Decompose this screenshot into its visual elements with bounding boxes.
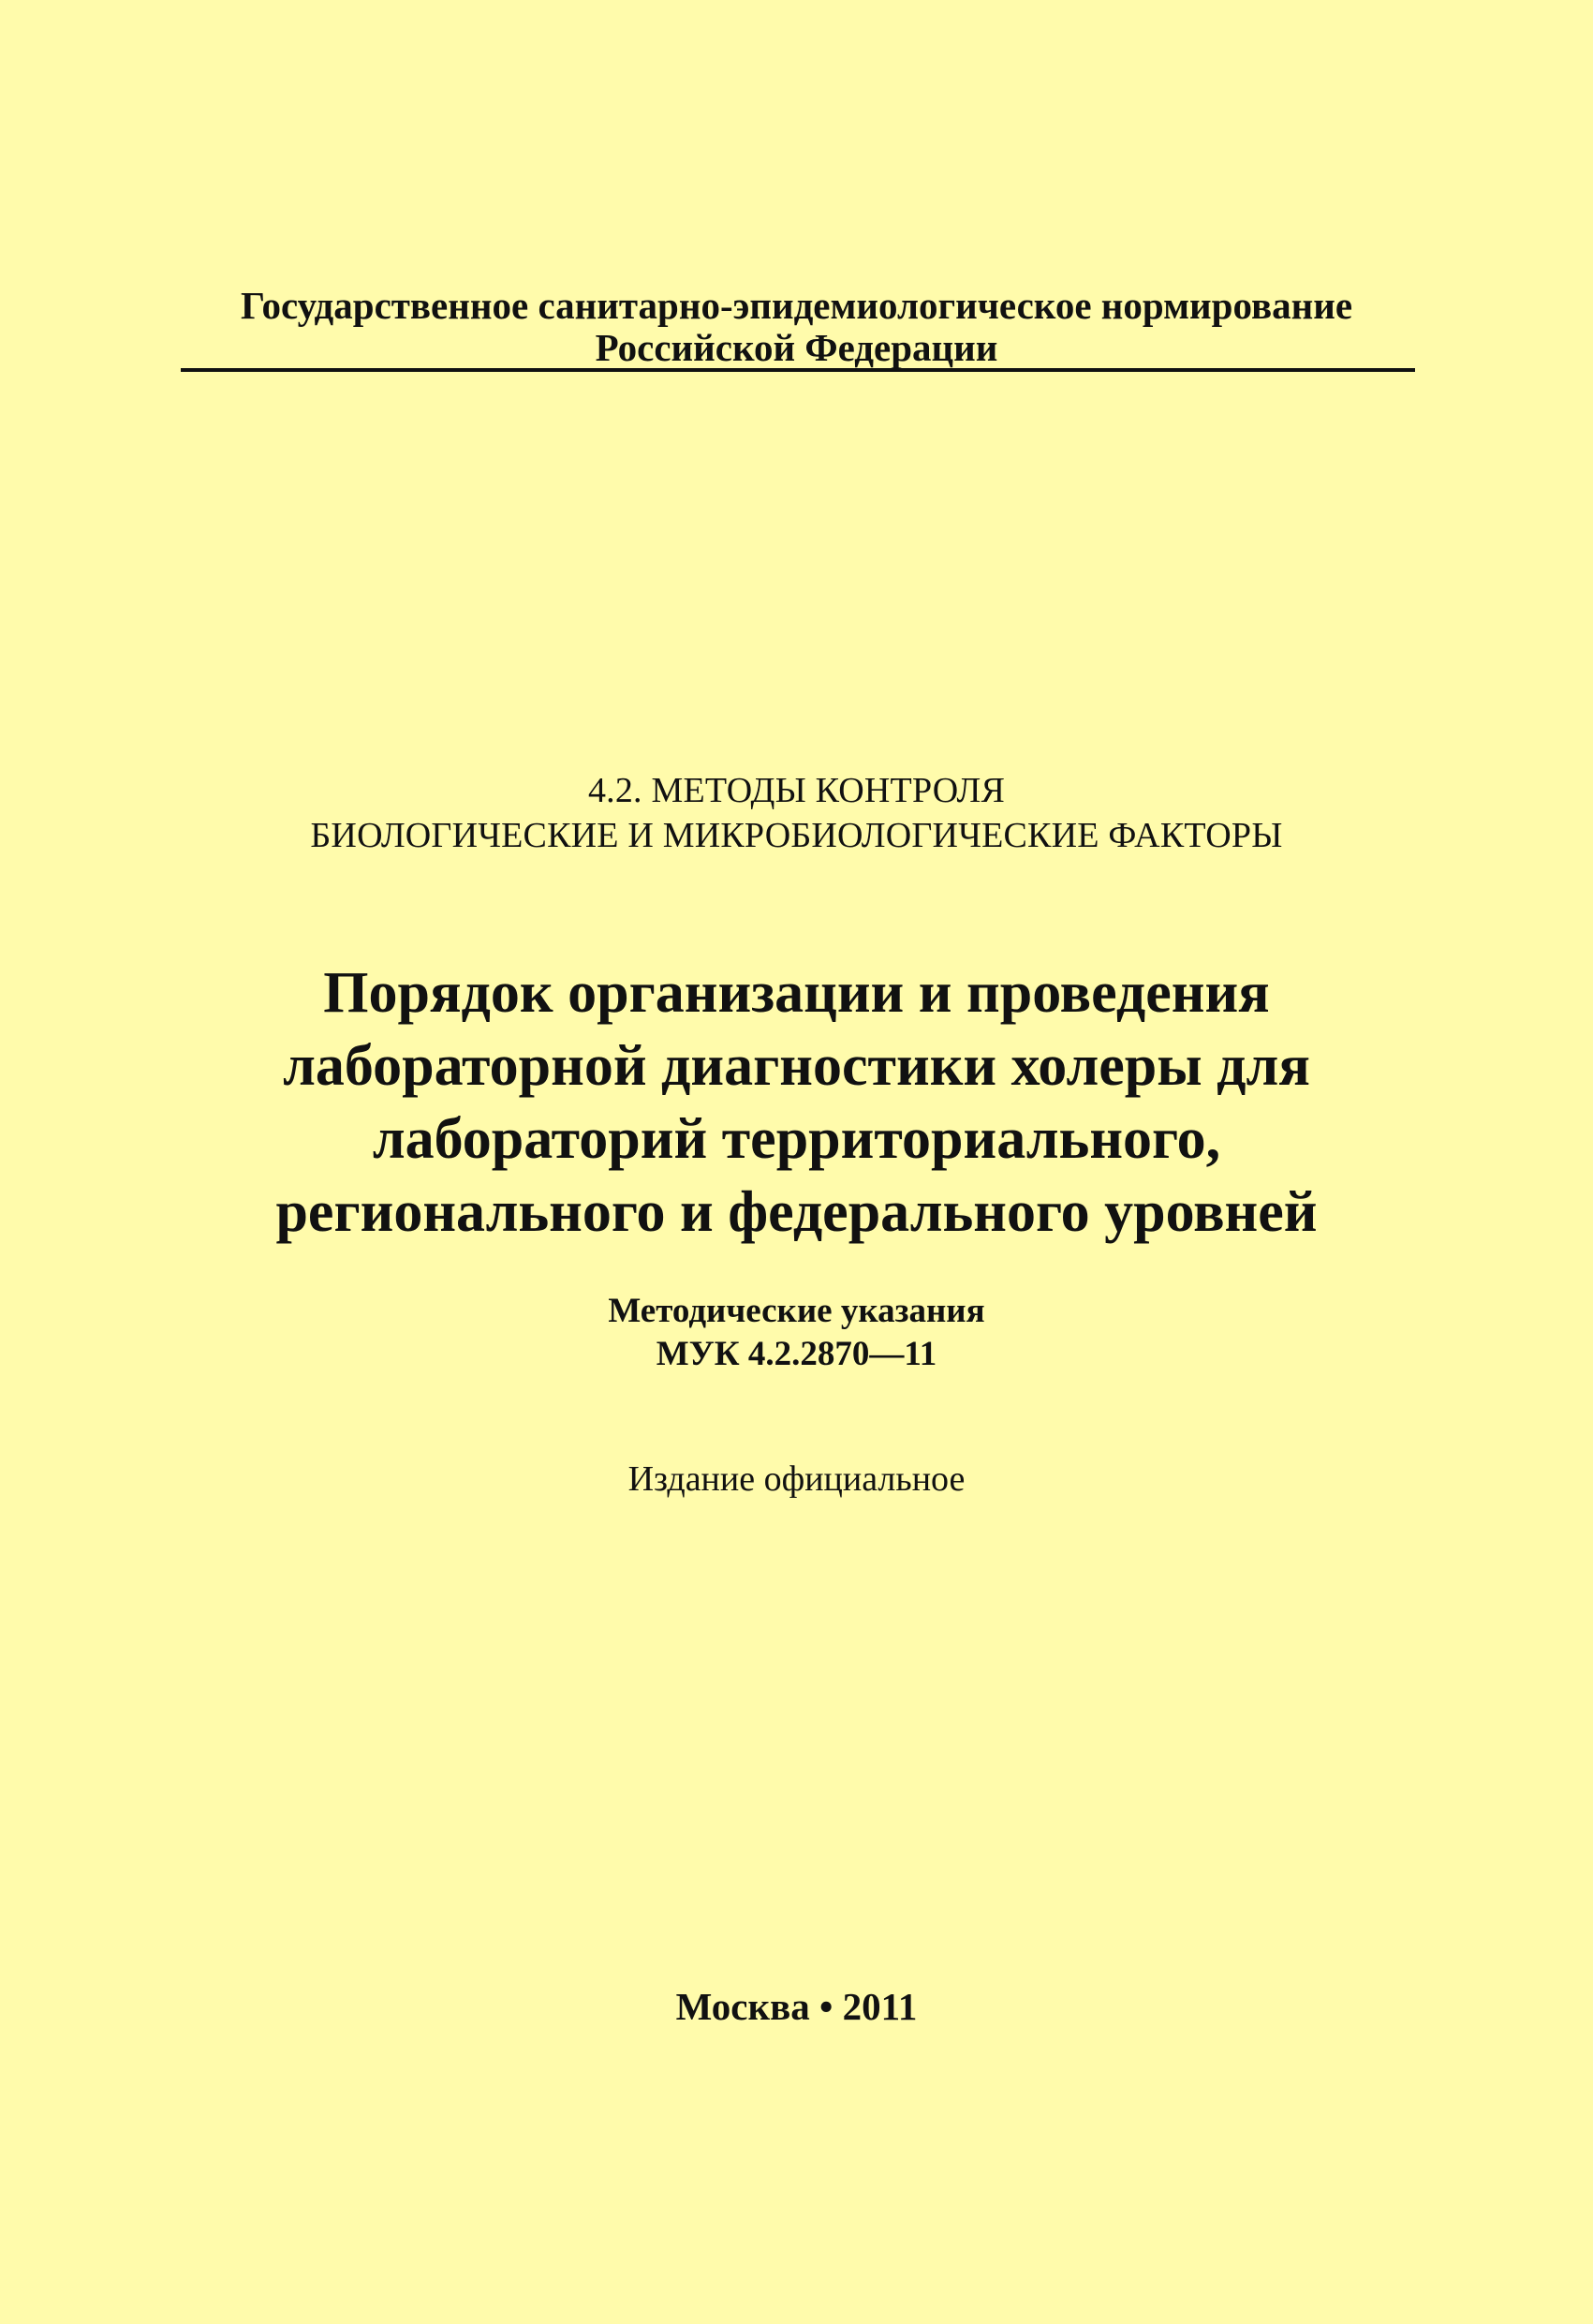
document-type: Методические указания [608,1292,985,1330]
document-code: МУК 4.2.2870—11 [656,1335,937,1373]
header-line-1: Государственное санитарно-эпидемиологическое нормирование [240,284,1353,327]
header-divider [181,368,1415,372]
imprint: Москва • 2011 [675,1985,918,2028]
section-line-1: 4.2. МЕТОДЫ КОНТРОЛЯ [587,771,1006,810]
title-line-3: лабораторий территориального, [372,1107,1221,1171]
title-line-2: лабораторной диагностики холеры для [283,1034,1310,1098]
edition-label: Издание официальное [627,1459,966,1499]
header-line-2: Российской Федерации [595,326,998,369]
title-line-4: регионального и федерального уровней [275,1180,1318,1244]
section-line-2: БИОЛОГИЧЕСКИЕ И МИКРОБИОЛОГИЧЕСКИЕ ФАКТОРЫ [310,816,1283,855]
title-line-1: Порядок организации и проведения [323,961,1270,1025]
